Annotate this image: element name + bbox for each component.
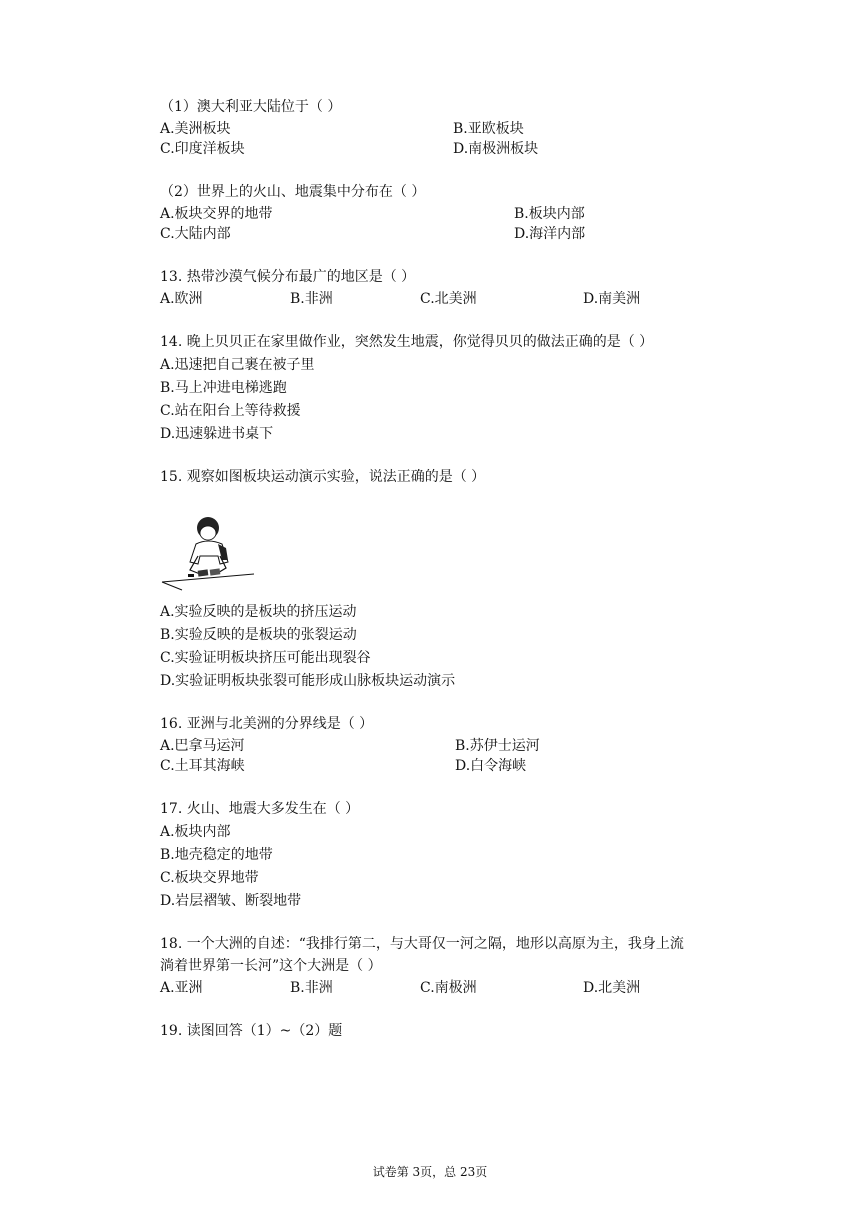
option-b: B.马上冲进电梯逃跑: [160, 380, 287, 396]
option-c: C.大陆内部: [160, 226, 231, 242]
question-stem: 16. 亚洲与北美洲的分界线是（ ）: [160, 716, 374, 732]
option-c: C.板块交界地带: [160, 870, 259, 886]
option-d: D.北美洲: [583, 980, 641, 996]
plate-experiment-figure: [160, 512, 256, 592]
question-stem: 17. 火山、地震大多发生在（ ）: [160, 801, 360, 817]
option-d: D.岩层褶皱、断裂地带: [160, 893, 302, 909]
option-b: B.亚欧板块: [453, 121, 524, 137]
option-c: C.南极洲: [420, 980, 477, 996]
option-d: D.南美洲: [583, 291, 641, 307]
question-stem: （2）世界上的火山、地震集中分布在（ ）: [160, 184, 426, 200]
option-c: C.土耳其海峡: [160, 758, 245, 774]
option-b: B.地壳稳定的地带: [160, 847, 273, 863]
option-a: A.亚洲: [160, 980, 203, 996]
option-b: B.苏伊士运河: [455, 738, 540, 754]
option-b: B.实验反映的是板块的张裂运动: [160, 627, 357, 643]
option-c: C.实验证明板块挤压可能出现裂谷: [160, 650, 371, 666]
option-a: A.实验反映的是板块的挤压运动: [160, 604, 357, 620]
option-c: C.印度洋板块: [160, 141, 245, 157]
option-a: A.美洲板块: [160, 121, 231, 137]
page-footer: 试卷第 3页，总 23页: [372, 1165, 488, 1179]
question-stem: 19. 读图回答（1）~（2）题: [160, 1023, 343, 1039]
option-a: A.板块内部: [160, 824, 231, 840]
option-a: A.板块交界的地带: [160, 206, 273, 222]
question-stem: 14. 晚上贝贝正在家里做作业，突然发生地震，你觉得贝贝的做法正确的是（ ）: [160, 334, 654, 350]
option-d: D.海洋内部: [514, 226, 586, 242]
option-b: B.非洲: [290, 291, 333, 307]
option-b: B.非洲: [290, 980, 333, 996]
option-c: C.北美洲: [420, 291, 477, 307]
option-d: D.南极洲板块: [453, 141, 539, 157]
question-stem: 18. 一个大洲的自述：“我排行第二，与大哥仅一河之隔，地形以高原为主，我身上流: [160, 936, 684, 952]
option-c: C.站在阳台上等待救援: [160, 403, 301, 419]
option-d: D.白令海峡: [455, 758, 527, 774]
question-stem: 13. 热带沙漠气候分布最广的地区是（ ）: [160, 269, 416, 285]
question-stem: 15. 观察如图板块运动演示实验，说法正确的是（ ）: [160, 469, 486, 485]
option-a: A.迅速把自己裹在被子里: [160, 357, 315, 373]
option-d: D.实验证明板块张裂可能形成山脉板块运动演示: [160, 673, 456, 689]
question-stem-continued: 淌着世界第一长河”这个大洲是（ ）: [160, 958, 382, 974]
option-b: B.板块内部: [514, 206, 585, 222]
option-a: A.巴拿马运河: [160, 738, 245, 754]
option-d: D.迅速躲进书桌下: [160, 426, 274, 442]
option-a: A.欧洲: [160, 291, 203, 307]
question-stem: （1）澳大利亚大陆位于（ ）: [160, 99, 342, 115]
